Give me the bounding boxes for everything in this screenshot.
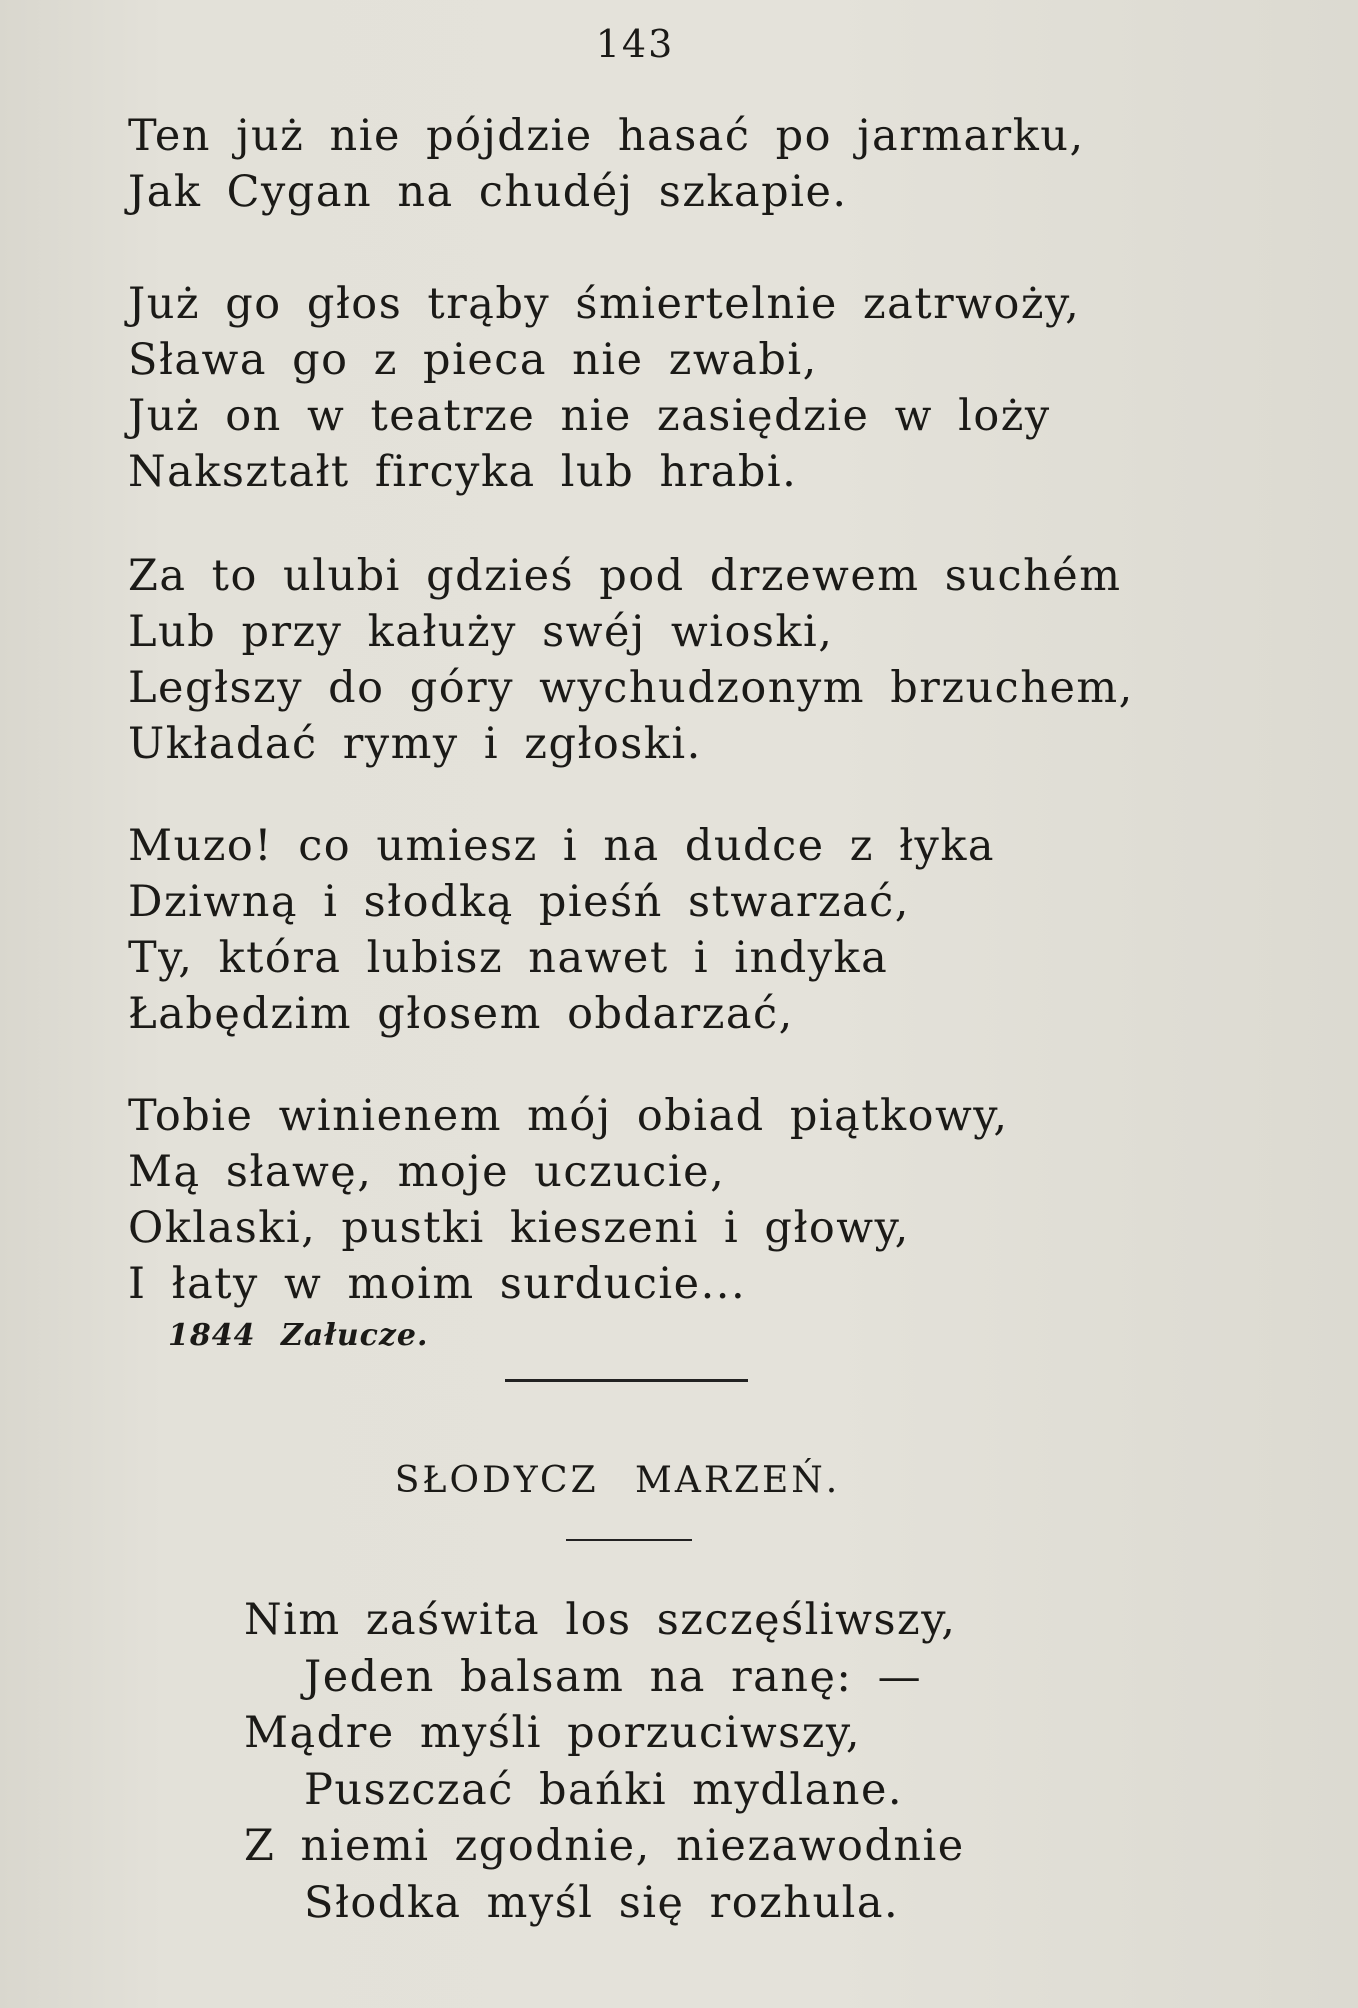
verse-line: Jak Cygan na chudéj szkapie. bbox=[128, 167, 848, 217]
verse-line: Ległszy do góry wychudzonym brzuchem, bbox=[128, 663, 1134, 713]
verse-line: Sława go z pieca nie zwabi, bbox=[128, 335, 818, 385]
verse-line: Mądre myśli porzuciwszy, bbox=[244, 1708, 862, 1758]
verse-line: Mą sławę, moje uczucie, bbox=[128, 1147, 726, 1197]
verse-line: Nim zaświta los szczęśliwszy, bbox=[244, 1595, 957, 1645]
verse-line: Tobie winienem mój obiad piątkowy, bbox=[128, 1091, 1009, 1141]
verse-line: I łaty w moim surducie... bbox=[128, 1259, 747, 1309]
section-divider bbox=[505, 1379, 748, 1382]
verse-line: Już go głos trąby śmiertelnie zatrwoży, bbox=[128, 279, 1081, 329]
page-number: 143 bbox=[595, 22, 675, 66]
verse-line: Łabędzim głosem obdarzać, bbox=[128, 989, 794, 1039]
verse-line: Słodka myśl się rozhula. bbox=[304, 1877, 900, 1928]
verse-line: Lub przy kałuży swéj wioski, bbox=[128, 607, 834, 657]
stanza-1 bbox=[128, 108, 1085, 220]
stanza-5 bbox=[128, 1088, 1009, 1312]
verse-line: Ten już nie pójdzie hasać po jarmarku, bbox=[128, 111, 1085, 161]
verse-line: Dziwną i słodką pieśń stwarzać, bbox=[128, 877, 910, 927]
verse-line: Puszczać bańki mydlane. bbox=[304, 1764, 904, 1815]
date-place-signature: 1844 Załucze. bbox=[168, 1318, 429, 1353]
verse-line: Nakształt fircyka lub hrabi. bbox=[128, 447, 798, 497]
verse-line: Oklaski, pustki kieszeni i głowy, bbox=[128, 1203, 910, 1253]
verse-line: Z niemi zgodnie, niezawodnie bbox=[244, 1821, 965, 1871]
verse-line: Układać rymy i zgłoski. bbox=[128, 719, 702, 769]
stanza-4 bbox=[128, 818, 995, 1042]
verse-line: Jeden balsam na ranę: — bbox=[304, 1651, 923, 1702]
verse-line: Za to ulubi gdzieś pod drzewem suchém bbox=[128, 551, 1122, 601]
stanza-3 bbox=[128, 548, 1134, 772]
verse-line: Ty, która lubisz nawet i indyka bbox=[128, 933, 889, 983]
title-underline bbox=[566, 1539, 692, 1541]
poem-title: SŁODYCZ MARZEŃ. bbox=[394, 1460, 841, 1501]
stanza-2 bbox=[128, 276, 1080, 500]
poem-2-stanza bbox=[244, 1592, 965, 1931]
verse-line: Muzo! co umiesz i na dudce z łyka bbox=[128, 821, 996, 871]
verse-line: Już on w teatrze nie zasiędzie w loży bbox=[128, 391, 1051, 441]
